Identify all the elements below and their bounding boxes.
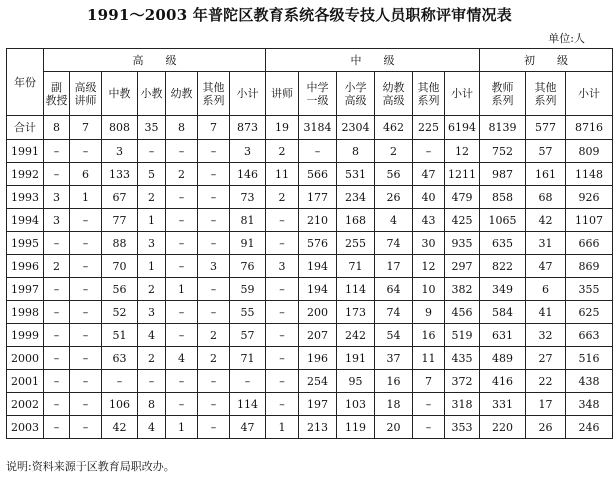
table-cell: 194 bbox=[299, 255, 337, 278]
table-cell: 106 bbox=[102, 393, 138, 416]
table-cell: 177 bbox=[299, 186, 337, 209]
table-cell: 1 bbox=[70, 186, 102, 209]
column-header-line: 系列 bbox=[417, 93, 440, 107]
table-cell: 70 bbox=[102, 255, 138, 278]
table-cell: 40 bbox=[413, 186, 445, 209]
table-cell: 56 bbox=[375, 163, 413, 186]
table-cell: 4 bbox=[166, 347, 198, 370]
table-cell: – bbox=[70, 301, 102, 324]
table-cell: 194 bbox=[299, 278, 337, 301]
table-cell: 987 bbox=[480, 163, 526, 186]
table-cell: – bbox=[138, 140, 166, 163]
table-cell: 12 bbox=[445, 140, 480, 163]
table-cell: 42 bbox=[526, 209, 566, 232]
table-cell: 566 bbox=[299, 163, 337, 186]
table-cell: 6 bbox=[70, 163, 102, 186]
row-label-cell: 1993 bbox=[7, 186, 44, 209]
table-cell: 207 bbox=[299, 324, 337, 347]
table-cell: 2 bbox=[198, 347, 230, 370]
table-cell: – bbox=[198, 416, 230, 439]
table-cell: 2304 bbox=[337, 116, 375, 140]
column-header bbox=[526, 72, 566, 116]
table-cell: 1 bbox=[266, 416, 299, 439]
table-cell: 52 bbox=[102, 301, 138, 324]
table-cell: 95 bbox=[337, 370, 375, 393]
table-cell: 26 bbox=[526, 416, 566, 439]
table-cell: 63 bbox=[102, 347, 138, 370]
source-note: 说明:资料来源于区教育局职改办。 bbox=[6, 460, 175, 473]
table-cell: – bbox=[44, 301, 70, 324]
table-cell: 17 bbox=[375, 255, 413, 278]
column-header: 讲师 bbox=[266, 72, 299, 116]
table-cell: 1 bbox=[166, 416, 198, 439]
column-header-line: 高级 bbox=[344, 93, 367, 107]
table-cell: – bbox=[70, 347, 102, 370]
table-cell: 10 bbox=[413, 278, 445, 301]
table-cell: 1 bbox=[166, 278, 198, 301]
table-cell: 73 bbox=[230, 186, 266, 209]
column-header-line: 其他 bbox=[417, 80, 440, 94]
table-cell: – bbox=[198, 140, 230, 163]
table-cell: 6 bbox=[526, 278, 566, 301]
table-row bbox=[7, 232, 613, 255]
table-cell: – bbox=[44, 140, 70, 163]
table-cell: – bbox=[413, 416, 445, 439]
table-cell: 935 bbox=[445, 232, 480, 255]
table-cell: 4 bbox=[138, 416, 166, 439]
table-cell: 3 bbox=[198, 255, 230, 278]
table-cell: 576 bbox=[299, 232, 337, 255]
column-header-line: 高级 bbox=[382, 93, 405, 107]
table-row bbox=[7, 324, 613, 347]
table-cell: 635 bbox=[480, 232, 526, 255]
table-cell: – bbox=[70, 370, 102, 393]
row-label-cell: 1994 bbox=[7, 209, 44, 232]
table-cell: – bbox=[70, 416, 102, 439]
table-cell: 2 bbox=[375, 140, 413, 163]
table-cell: 516 bbox=[566, 347, 613, 370]
table-cell: 584 bbox=[480, 301, 526, 324]
group-junior-header: 初 级 bbox=[480, 49, 613, 72]
column-header-line: 小学 bbox=[344, 80, 367, 94]
table-cell: – bbox=[230, 370, 266, 393]
table-cell: – bbox=[166, 186, 198, 209]
table-cell: 246 bbox=[566, 416, 613, 439]
table-cell: 348 bbox=[566, 393, 613, 416]
table-cell: 43 bbox=[413, 209, 445, 232]
column-header-line: 系列 bbox=[491, 93, 514, 107]
table-cell: – bbox=[70, 324, 102, 347]
table-cell: 8716 bbox=[566, 116, 613, 140]
column-header bbox=[337, 72, 375, 116]
table-cell: 30 bbox=[413, 232, 445, 255]
table-cell: 416 bbox=[480, 370, 526, 393]
table-cell: – bbox=[166, 209, 198, 232]
table-cell: 37 bbox=[375, 347, 413, 370]
table-cell: – bbox=[413, 393, 445, 416]
group-senior-header: 高 级 bbox=[44, 49, 266, 72]
table-cell: 114 bbox=[230, 393, 266, 416]
table-cell: – bbox=[198, 370, 230, 393]
table-cell: – bbox=[299, 140, 337, 163]
table-cell: 4 bbox=[375, 209, 413, 232]
table-cell: 531 bbox=[337, 163, 375, 186]
table-cell: – bbox=[102, 370, 138, 393]
table-cell: – bbox=[166, 232, 198, 255]
group-intermediate-header: 中 级 bbox=[266, 49, 480, 72]
table-cell: 297 bbox=[445, 255, 480, 278]
column-header-line: 讲师 bbox=[74, 93, 97, 107]
table-row bbox=[7, 278, 613, 301]
table-cell: 2 bbox=[44, 255, 70, 278]
table-cell: – bbox=[70, 140, 102, 163]
table-cell: 210 bbox=[299, 209, 337, 232]
table-cell: – bbox=[44, 278, 70, 301]
table-cell: 3184 bbox=[299, 116, 337, 140]
table-row bbox=[7, 416, 613, 439]
table-cell: 146 bbox=[230, 163, 266, 186]
table-cell: 64 bbox=[375, 278, 413, 301]
column-header-line: 教授 bbox=[45, 93, 68, 107]
table-cell: – bbox=[44, 393, 70, 416]
table-cell: 27 bbox=[526, 347, 566, 370]
table-row bbox=[7, 347, 613, 370]
column-header-line: 幼教 bbox=[382, 80, 405, 94]
table-cell: 234 bbox=[337, 186, 375, 209]
table-cell: 225 bbox=[413, 116, 445, 140]
table-cell: 18 bbox=[375, 393, 413, 416]
table-cell: – bbox=[44, 347, 70, 370]
table-cell: 2 bbox=[138, 278, 166, 301]
row-label-cell: 2003 bbox=[7, 416, 44, 439]
table-cell: 55 bbox=[230, 301, 266, 324]
table-cell: – bbox=[413, 140, 445, 163]
table-cell: – bbox=[44, 232, 70, 255]
table-cell: 873 bbox=[230, 116, 266, 140]
table-cell: 577 bbox=[526, 116, 566, 140]
table-cell: 59 bbox=[230, 278, 266, 301]
table-cell: – bbox=[44, 416, 70, 439]
table-title: 1991～2003 年普陀区教育系统各级专技人员职称评审情况表 bbox=[87, 6, 512, 24]
table-cell: 67 bbox=[102, 186, 138, 209]
table-cell: 47 bbox=[413, 163, 445, 186]
table-cell: 2 bbox=[138, 186, 166, 209]
column-header bbox=[198, 72, 230, 116]
row-label-cell: 2001 bbox=[7, 370, 44, 393]
table-row bbox=[7, 209, 613, 232]
table-cell: – bbox=[166, 140, 198, 163]
column-header: 小计 bbox=[445, 72, 480, 116]
column-header bbox=[413, 72, 445, 116]
table-cell: 47 bbox=[526, 255, 566, 278]
table-cell: 479 bbox=[445, 186, 480, 209]
table-cell: 318 bbox=[445, 393, 480, 416]
table-cell: 35 bbox=[138, 116, 166, 140]
year-header: 年份 bbox=[7, 49, 44, 116]
table-cell: 114 bbox=[337, 278, 375, 301]
table-cell: 197 bbox=[299, 393, 337, 416]
table-cell: – bbox=[70, 209, 102, 232]
table-cell: 76 bbox=[230, 255, 266, 278]
table-cell: – bbox=[266, 209, 299, 232]
table-cell: 382 bbox=[445, 278, 480, 301]
table-cell: 68 bbox=[526, 186, 566, 209]
table-cell: – bbox=[166, 393, 198, 416]
table-cell: 858 bbox=[480, 186, 526, 209]
table-cell: 3 bbox=[266, 255, 299, 278]
table-cell: – bbox=[198, 393, 230, 416]
table-cell: 103 bbox=[337, 393, 375, 416]
column-header: 幼教 bbox=[166, 72, 198, 116]
column-header-line: 中学 bbox=[306, 80, 329, 94]
table-cell: 435 bbox=[445, 347, 480, 370]
table-cell: 16 bbox=[413, 324, 445, 347]
table-cell: 9 bbox=[413, 301, 445, 324]
table-cell: – bbox=[266, 324, 299, 347]
table-cell: 8 bbox=[337, 140, 375, 163]
table-cell: 3 bbox=[44, 186, 70, 209]
table-cell: 2 bbox=[266, 140, 299, 163]
table-cell: 16 bbox=[375, 370, 413, 393]
table-cell: 81 bbox=[230, 209, 266, 232]
table-cell: 631 bbox=[480, 324, 526, 347]
table-cell: 254 bbox=[299, 370, 337, 393]
table-cell: 47 bbox=[230, 416, 266, 439]
table-cell: – bbox=[198, 301, 230, 324]
table-cell: 8 bbox=[166, 116, 198, 140]
table-cell: – bbox=[266, 301, 299, 324]
table-row bbox=[7, 301, 613, 324]
table-cell: 355 bbox=[566, 278, 613, 301]
column-header: 小计 bbox=[566, 72, 613, 116]
table-cell: – bbox=[70, 255, 102, 278]
table-cell: 1 bbox=[138, 209, 166, 232]
table-cell: 462 bbox=[375, 116, 413, 140]
table-cell: 57 bbox=[526, 140, 566, 163]
table-cell: 168 bbox=[337, 209, 375, 232]
table-cell: 519 bbox=[445, 324, 480, 347]
table-cell: – bbox=[70, 232, 102, 255]
table-cell: 1065 bbox=[480, 209, 526, 232]
table-cell: – bbox=[44, 324, 70, 347]
column-header-line: 高级 bbox=[74, 80, 97, 94]
table-cell: – bbox=[198, 163, 230, 186]
column-header-line: 一级 bbox=[306, 93, 329, 107]
table-cell: 191 bbox=[337, 347, 375, 370]
table-cell: – bbox=[198, 209, 230, 232]
table-row bbox=[7, 163, 613, 186]
table-cell: 42 bbox=[102, 416, 138, 439]
table-cell: 2 bbox=[138, 347, 166, 370]
table-cell: 22 bbox=[526, 370, 566, 393]
table-cell: 220 bbox=[480, 416, 526, 439]
table-cell: 372 bbox=[445, 370, 480, 393]
table-cell: 12 bbox=[413, 255, 445, 278]
unit-label: 单位:人 bbox=[548, 32, 585, 45]
table-cell: 213 bbox=[299, 416, 337, 439]
column-header-line: 副 bbox=[51, 80, 62, 94]
table-cell: 71 bbox=[230, 347, 266, 370]
table-cell: 3 bbox=[138, 301, 166, 324]
table-cell: 54 bbox=[375, 324, 413, 347]
table-cell: – bbox=[70, 393, 102, 416]
table-cell: 31 bbox=[526, 232, 566, 255]
table-cell: 161 bbox=[526, 163, 566, 186]
column-header-line: 其他 bbox=[534, 80, 557, 94]
table-cell: – bbox=[166, 370, 198, 393]
table-row bbox=[7, 116, 613, 140]
table-cell: 200 bbox=[299, 301, 337, 324]
table-row bbox=[7, 186, 613, 209]
table-cell: 41 bbox=[526, 301, 566, 324]
table-cell: – bbox=[166, 301, 198, 324]
table-cell: 331 bbox=[480, 393, 526, 416]
table-cell: 5 bbox=[138, 163, 166, 186]
table-cell: 57 bbox=[230, 324, 266, 347]
table-cell: – bbox=[266, 393, 299, 416]
table-cell: 3 bbox=[44, 209, 70, 232]
table-cell: 196 bbox=[299, 347, 337, 370]
table-cell: 2 bbox=[166, 163, 198, 186]
table-cell: 8 bbox=[44, 116, 70, 140]
table-cell: 8 bbox=[138, 393, 166, 416]
row-label-cell: 1991 bbox=[7, 140, 44, 163]
table-cell: 20 bbox=[375, 416, 413, 439]
table-cell: – bbox=[198, 186, 230, 209]
table-row bbox=[7, 370, 613, 393]
table-cell: – bbox=[166, 255, 198, 278]
table-cell: 1148 bbox=[566, 163, 613, 186]
table-cell: 822 bbox=[480, 255, 526, 278]
table-cell: 7 bbox=[70, 116, 102, 140]
table-row bbox=[7, 255, 613, 278]
table-cell: 4 bbox=[138, 324, 166, 347]
table-cell: 71 bbox=[337, 255, 375, 278]
table-cell: 77 bbox=[102, 209, 138, 232]
table-body bbox=[7, 116, 613, 439]
table-cell: 926 bbox=[566, 186, 613, 209]
table-cell: 119 bbox=[337, 416, 375, 439]
table-cell: 438 bbox=[566, 370, 613, 393]
column-header: 中教 bbox=[102, 72, 138, 116]
table-cell: 2 bbox=[266, 186, 299, 209]
table-cell: 11 bbox=[266, 163, 299, 186]
table-cell: 808 bbox=[102, 116, 138, 140]
table-cell: – bbox=[70, 278, 102, 301]
table-cell: 666 bbox=[566, 232, 613, 255]
table-cell: 456 bbox=[445, 301, 480, 324]
table-cell: 489 bbox=[480, 347, 526, 370]
row-label-cell: 合计 bbox=[7, 116, 44, 140]
column-header bbox=[70, 72, 102, 116]
table-row bbox=[7, 140, 613, 163]
row-label-cell: 1992 bbox=[7, 163, 44, 186]
table-cell: – bbox=[44, 370, 70, 393]
row-label-cell: 2002 bbox=[7, 393, 44, 416]
column-header-line: 系列 bbox=[202, 93, 225, 107]
table-cell: 74 bbox=[375, 301, 413, 324]
table-cell: – bbox=[166, 324, 198, 347]
table-cell: 3 bbox=[230, 140, 266, 163]
table-cell: 1211 bbox=[445, 163, 480, 186]
subheader-row bbox=[7, 72, 613, 116]
table-cell: – bbox=[266, 232, 299, 255]
column-header-line: 系列 bbox=[534, 93, 557, 107]
row-label-cell: 1996 bbox=[7, 255, 44, 278]
table-cell: – bbox=[138, 370, 166, 393]
row-label-cell: 1998 bbox=[7, 301, 44, 324]
table-cell: 3 bbox=[138, 232, 166, 255]
table-cell: – bbox=[198, 232, 230, 255]
table-cell: – bbox=[266, 370, 299, 393]
table-cell: 1107 bbox=[566, 209, 613, 232]
table-cell: 752 bbox=[480, 140, 526, 163]
column-header: 小教 bbox=[138, 72, 166, 116]
table-cell: 7 bbox=[198, 116, 230, 140]
column-header: 小计 bbox=[230, 72, 266, 116]
table-cell: 869 bbox=[566, 255, 613, 278]
table-cell: 255 bbox=[337, 232, 375, 255]
table-cell: – bbox=[266, 278, 299, 301]
row-label-cell: 1997 bbox=[7, 278, 44, 301]
row-label-cell: 1999 bbox=[7, 324, 44, 347]
table-cell: 11 bbox=[413, 347, 445, 370]
column-header-line: 教师 bbox=[491, 80, 514, 94]
table-cell: 625 bbox=[566, 301, 613, 324]
row-label-cell: 2000 bbox=[7, 347, 44, 370]
table-cell: 133 bbox=[102, 163, 138, 186]
table-cell: – bbox=[266, 347, 299, 370]
table-cell: 74 bbox=[375, 232, 413, 255]
table-cell: 32 bbox=[526, 324, 566, 347]
table-cell: 6194 bbox=[445, 116, 480, 140]
table-cell: 7 bbox=[413, 370, 445, 393]
table-cell: 173 bbox=[337, 301, 375, 324]
column-header bbox=[44, 72, 70, 116]
statistics-table bbox=[6, 48, 613, 439]
table-cell: – bbox=[198, 278, 230, 301]
column-header bbox=[299, 72, 337, 116]
table-cell: 51 bbox=[102, 324, 138, 347]
table-cell: – bbox=[44, 163, 70, 186]
table-cell: 349 bbox=[480, 278, 526, 301]
table-cell: 8139 bbox=[480, 116, 526, 140]
table-cell: 1 bbox=[138, 255, 166, 278]
table-row bbox=[7, 393, 613, 416]
column-header bbox=[375, 72, 413, 116]
table-cell: 809 bbox=[566, 140, 613, 163]
table-cell: 88 bbox=[102, 232, 138, 255]
table-cell: 425 bbox=[445, 209, 480, 232]
table-cell: 91 bbox=[230, 232, 266, 255]
column-header-line: 其他 bbox=[202, 80, 225, 94]
table-cell: 242 bbox=[337, 324, 375, 347]
table-cell: 26 bbox=[375, 186, 413, 209]
table-cell: 353 bbox=[445, 416, 480, 439]
table-cell: 3 bbox=[102, 140, 138, 163]
column-header bbox=[480, 72, 526, 116]
table-cell: 663 bbox=[566, 324, 613, 347]
row-label-cell: 1995 bbox=[7, 232, 44, 255]
table-cell: 19 bbox=[266, 116, 299, 140]
table-cell: 56 bbox=[102, 278, 138, 301]
table-cell: 17 bbox=[526, 393, 566, 416]
table-cell: 2 bbox=[198, 324, 230, 347]
